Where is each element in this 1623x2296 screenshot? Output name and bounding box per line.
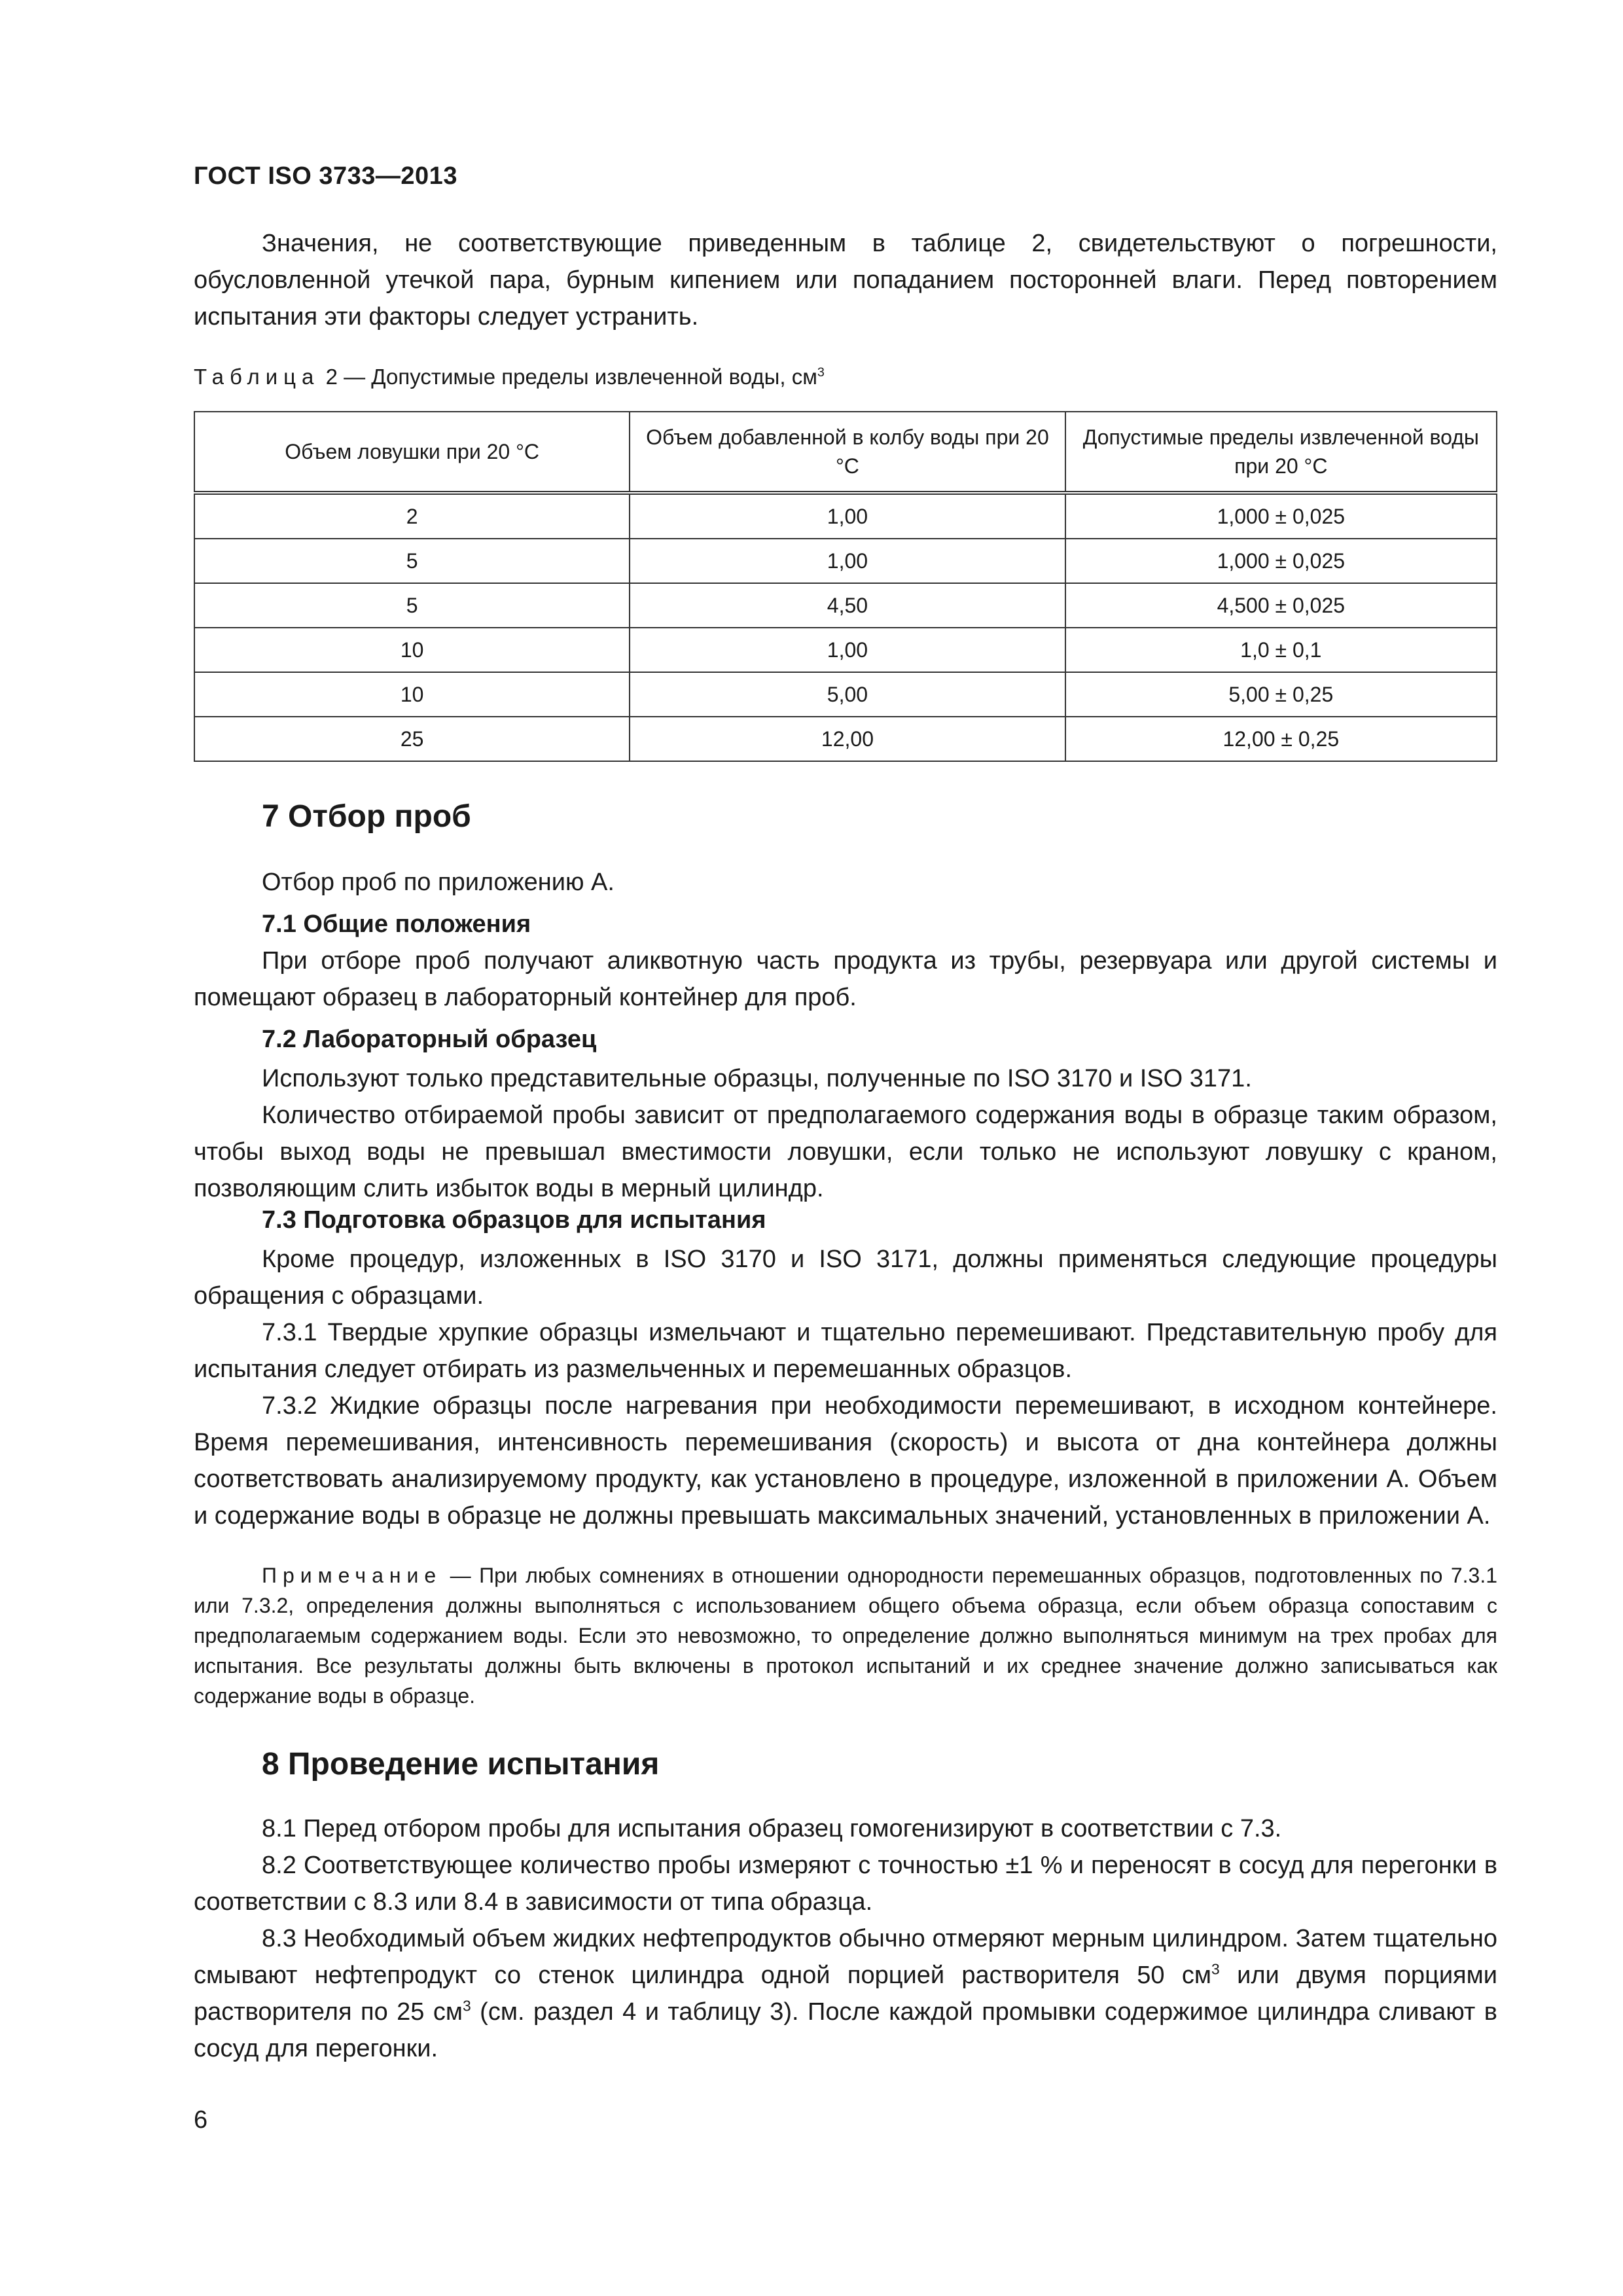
table-cell: 12,00	[630, 717, 1065, 761]
subsection-7-3-p1: Кроме процедур, изложенных в ISO 3170 и ISO 3171, должны применяться следующие процедуры обращения с образцами.	[194, 1246, 1497, 1310]
intro-text	[194, 225, 1497, 335]
note-block	[194, 1560, 1497, 1711]
table-cell: 5,00 ± 0,25	[1065, 672, 1497, 717]
page-number: 6	[194, 2106, 208, 2134]
section-7-heading: 7 Отбор проб	[262, 799, 471, 834]
clause-7-3-1: 7.3.1 Твердые хрупкие образцы измельчают и тщательно перемешивают. Представительную пробу для испытания следует отбирать из размельченных и перемешанных образцов.	[194, 1319, 1497, 1383]
section-8-block	[194, 1810, 1497, 2067]
section-8-heading: 8 Проведение испытания	[262, 1747, 660, 1782]
section-7-intro-block	[194, 864, 1497, 901]
note-label: Примечание	[262, 1564, 442, 1587]
clause-8-2: 8.2 Соответствующее количество пробы измеряют с точностью ±1 % и переносят в сосуд для перегонки в соответствии с 8.3 или 8.4 в зависимости от типа образца.	[194, 1852, 1497, 1916]
table-cell: 1,0 ± 0,1	[1065, 628, 1497, 672]
table-header-cell: Объем ловушки при 20 °С	[194, 412, 630, 493]
table-cell: 5,00	[630, 672, 1065, 717]
table-cell: 4,500 ± 0,025	[1065, 583, 1497, 628]
table-header-cell: Объем добавленной в колбу воды при 20 °С	[630, 412, 1065, 493]
table-caption-text: 2 — Допустимые пределы извлеченной воды, см	[325, 365, 817, 389]
table-header-cell: Допустимые пределы извлеченной воды при 20 °С	[1065, 412, 1497, 493]
subsection-7-1-heading: 7.1 Общие положения	[262, 910, 531, 938]
table-cell: 5	[194, 539, 630, 583]
table-row	[194, 717, 1497, 761]
table-cell: 1,00	[630, 539, 1065, 583]
table-header-row	[194, 412, 1497, 493]
clause-8-1: 8.1 Перед отбором пробы для испытания образец гомогенизируют в соответствии с 7.3.	[262, 1815, 1282, 1842]
table-caption-label: Таблица	[194, 365, 320, 389]
table-cell: 12,00 ± 0,25	[1065, 717, 1497, 761]
table-cell: 5	[194, 583, 630, 628]
subsection-7-1-block	[194, 942, 1497, 1016]
clause-7-3-2: 7.3.2 Жидкие образцы после нагревания при необходимости перемешивают, в исходном контейнере. Время перемешивания, интенсивность перемешивания (скорость) и высота от дна контейнера должны соответствовать анализируемому продукту, как установлено в процедуре, изложенной в приложении А. Объем и содержание воды в образце не должны превышать максимальных значений, установленных в приложении А.	[194, 1392, 1497, 1530]
table-cell: 1,000 ± 0,025	[1065, 539, 1497, 583]
table-cell: 10	[194, 628, 630, 672]
subsection-7-2-p2: Количество отбираемой пробы зависит от предполагаемого содержания воды в образце таким образом, чтобы выход воды не превышал вместимости ловушки, если только не используют ловушку с краном, позволяющим слить избыток воды в мерный цилиндр.	[194, 1102, 1497, 1202]
table-cell: 4,50	[630, 583, 1065, 628]
table-cell: 1,00	[630, 493, 1065, 539]
subsection-7-2-p1: Используют только представительные образцы, полученные по ISO 3170 и ISO 3171.	[262, 1065, 1252, 1092]
clause-8-3-sup-1: 3	[1211, 1960, 1220, 1978]
table-cell: 2	[194, 493, 630, 539]
subsection-7-1-text: При отборе проб получают аликвотную часть продукта из трубы, резервуара или другой системы и помещают образец в лабораторный контейнер для проб.	[194, 947, 1497, 1011]
table-caption	[194, 361, 825, 393]
subsection-7-3-block	[194, 1241, 1497, 1534]
table-caption-sup: 3	[817, 365, 825, 380]
subsection-7-3-heading: 7.3 Подготовка образцов для испытания	[262, 1206, 766, 1234]
table-row	[194, 539, 1497, 583]
table-row	[194, 628, 1497, 672]
document-code-header: ГОСТ ISO 3733—2013	[194, 162, 457, 190]
note-text: — При любых сомнениях в отношении однородности перемешанных образцов, подготовленных по 7.3.1 или 7.3.2, определения должны выполняться с использованием общего объема образца, если объем образца сопоставим с предполагаемым содержанием воды. Если это невозможно, то определение должно выполняться минимум на трех пробах для испытания. Все результаты должны быть включены в протокол испытаний и их среднее значение должно записываться как содержание воды в образце.	[194, 1564, 1497, 1708]
section-7-intro: Отбор проб по приложению А.	[262, 869, 615, 896]
subsection-7-2-heading: 7.2 Лабораторный образец	[262, 1026, 597, 1053]
table-cell: 25	[194, 717, 630, 761]
clause-8-3	[194, 1920, 1497, 2067]
table-cell: 1,00	[630, 628, 1065, 672]
water-limits-table	[194, 411, 1497, 762]
table-row	[194, 583, 1497, 628]
clause-8-3-part-b: или двумя порциями растворителя по 25 см	[194, 1962, 1497, 2026]
clause-8-3-part-a: 8.3 Необходимый объем жидких нефтепродуктов обычно отмеряют мерным цилиндром. Затем тщательно смывают нефтепродукт со стенок цилиндра одной порцией растворителя 50 см	[194, 1925, 1497, 1989]
clause-8-3-part-c: (см. раздел 4 и таблицу 3). После каждой промывки содержимое цилиндра сливают в сосуд для перегонки.	[194, 1998, 1497, 2062]
table-row	[194, 493, 1497, 539]
table-cell: 1,000 ± 0,025	[1065, 493, 1497, 539]
intro-paragraph: Значения, не соответствующие приведенным в таблице 2, свидетельствуют о погрешности, обусловленной утечкой пара, бурным кипением или попаданием посторонней влаги. Перед повторением испытания эти факторы следует устранить.	[194, 230, 1497, 331]
table-cell: 10	[194, 672, 630, 717]
table-row	[194, 672, 1497, 717]
subsection-7-2-block	[194, 1060, 1497, 1207]
clause-8-3-sup-2: 3	[463, 1997, 471, 2015]
